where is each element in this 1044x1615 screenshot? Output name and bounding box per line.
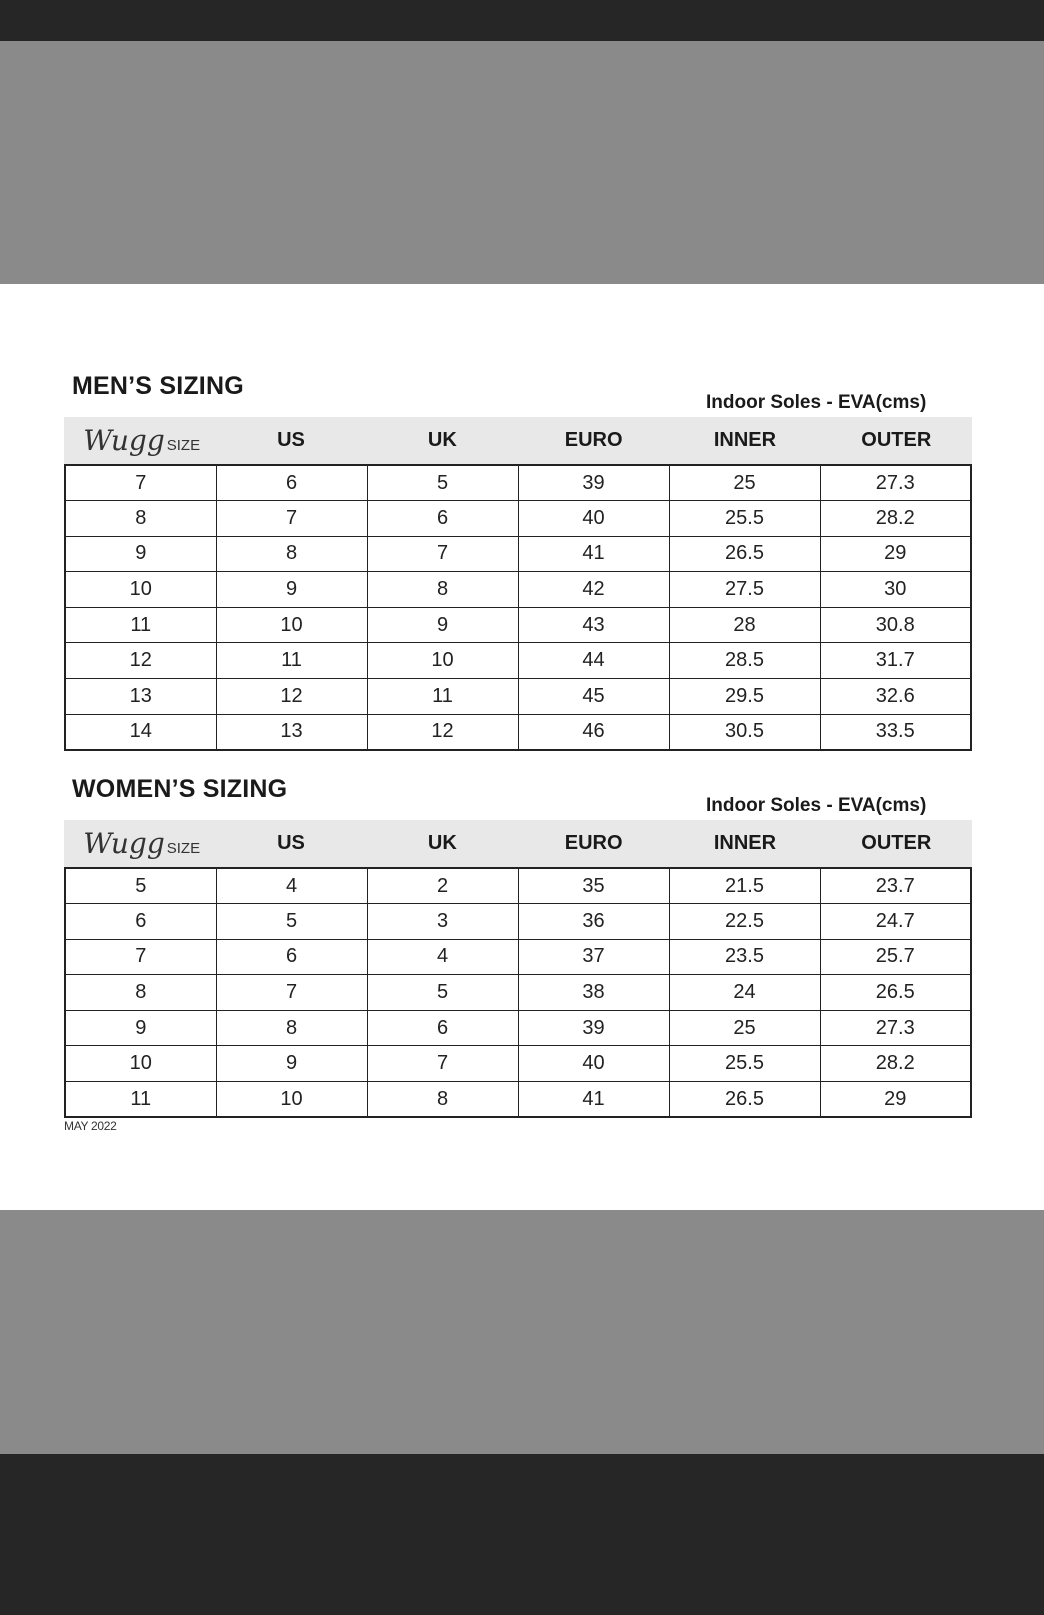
top-frame-bar bbox=[0, 0, 1044, 41]
table-cell: 9 bbox=[216, 572, 367, 608]
table-cell: 22.5 bbox=[669, 904, 820, 940]
table-cell: 35 bbox=[518, 868, 669, 904]
uk-column-header: UK bbox=[427, 429, 457, 451]
table-cell: 45 bbox=[518, 679, 669, 715]
table-cell: 23.5 bbox=[669, 939, 820, 975]
table-row bbox=[65, 501, 971, 537]
table-cell: 26.5 bbox=[669, 1082, 820, 1118]
table-cell: 30.5 bbox=[669, 714, 820, 750]
table-cell: 30 bbox=[820, 572, 971, 608]
table-cell: 25.5 bbox=[669, 501, 820, 537]
table-cell: 44 bbox=[518, 643, 669, 679]
table-cell: 7 bbox=[65, 465, 216, 501]
table-cell: 10 bbox=[65, 1046, 216, 1082]
table-cell: 28.2 bbox=[820, 1046, 971, 1082]
womens-size-table bbox=[64, 867, 972, 1118]
table-cell: 43 bbox=[518, 607, 669, 643]
table-cell: 39 bbox=[518, 1010, 669, 1046]
table-cell: 25.7 bbox=[820, 939, 971, 975]
table-cell: 40 bbox=[518, 501, 669, 537]
table-cell: 7 bbox=[367, 536, 518, 572]
us-column-header: US bbox=[277, 832, 305, 854]
table-row bbox=[65, 607, 971, 643]
table-cell: 11 bbox=[65, 607, 216, 643]
table-cell: 6 bbox=[367, 1010, 518, 1046]
inner-column-header: INNER bbox=[713, 429, 777, 451]
table-cell: 8 bbox=[216, 1010, 367, 1046]
chart-date-footnote: MAY 2022 bbox=[64, 1119, 117, 1133]
womens-header-row bbox=[64, 820, 972, 867]
inner-column-header: INNER bbox=[713, 832, 777, 854]
size-label: SIZE bbox=[166, 840, 201, 857]
mens-size-table bbox=[64, 464, 972, 751]
table-cell: 2 bbox=[367, 868, 518, 904]
table-cell: 29 bbox=[820, 536, 971, 572]
table-row bbox=[65, 1082, 971, 1118]
table-cell: 21.5 bbox=[669, 868, 820, 904]
table-cell: 8 bbox=[65, 501, 216, 537]
top-gray-band bbox=[0, 41, 1044, 284]
euro-column-header: EURO bbox=[564, 832, 623, 854]
table-cell: 37 bbox=[518, 939, 669, 975]
table-cell: 7 bbox=[367, 1046, 518, 1082]
table-cell: 10 bbox=[367, 643, 518, 679]
table-cell: 12 bbox=[367, 714, 518, 750]
table-cell: 8 bbox=[65, 975, 216, 1011]
table-row bbox=[65, 643, 971, 679]
table-cell: 23.7 bbox=[820, 868, 971, 904]
outer-column-header: OUTER bbox=[861, 429, 932, 451]
table-cell: 6 bbox=[216, 465, 367, 501]
table-cell: 8 bbox=[367, 1082, 518, 1118]
table-cell: 10 bbox=[216, 607, 367, 643]
table-row bbox=[65, 679, 971, 715]
table-cell: 28.5 bbox=[669, 643, 820, 679]
table-cell: 29.5 bbox=[669, 679, 820, 715]
wugg-logo: Wugg bbox=[83, 424, 165, 457]
table-cell: 41 bbox=[518, 536, 669, 572]
table-row bbox=[65, 868, 971, 904]
table-cell: 31.7 bbox=[820, 643, 971, 679]
table-row bbox=[65, 465, 971, 501]
table-row bbox=[65, 714, 971, 750]
table-cell: 9 bbox=[367, 607, 518, 643]
table-cell: 7 bbox=[216, 975, 367, 1011]
table-cell: 12 bbox=[65, 643, 216, 679]
table-cell: 14 bbox=[65, 714, 216, 750]
table-cell: 27.3 bbox=[820, 465, 971, 501]
table-cell: 7 bbox=[65, 939, 216, 975]
table-cell: 33.5 bbox=[820, 714, 971, 750]
table-cell: 27.5 bbox=[669, 572, 820, 608]
mens-section-title: MEN’S SIZING bbox=[72, 372, 244, 400]
table-cell: 4 bbox=[216, 868, 367, 904]
table-row bbox=[65, 975, 971, 1011]
table-cell: 25 bbox=[669, 465, 820, 501]
table-cell: 46 bbox=[518, 714, 669, 750]
table-cell: 5 bbox=[367, 465, 518, 501]
table-cell: 13 bbox=[65, 679, 216, 715]
table-cell: 12 bbox=[216, 679, 367, 715]
table-cell: 41 bbox=[518, 1082, 669, 1118]
table-cell: 4 bbox=[367, 939, 518, 975]
table-cell: 8 bbox=[367, 572, 518, 608]
outer-column-header: OUTER bbox=[861, 832, 932, 854]
uk-column-header: UK bbox=[427, 832, 457, 854]
womens-section-title: WOMEN’S SIZING bbox=[72, 775, 288, 803]
table-cell: 7 bbox=[216, 501, 367, 537]
table-cell: 27.3 bbox=[820, 1010, 971, 1046]
table-row bbox=[65, 939, 971, 975]
table-cell: 6 bbox=[65, 904, 216, 940]
table-cell: 24 bbox=[669, 975, 820, 1011]
table-cell: 9 bbox=[216, 1046, 367, 1082]
table-cell: 28 bbox=[669, 607, 820, 643]
table-cell: 8 bbox=[216, 536, 367, 572]
table-row bbox=[65, 572, 971, 608]
bottom-frame-bar bbox=[0, 1454, 1044, 1615]
table-cell: 11 bbox=[216, 643, 367, 679]
table-cell: 38 bbox=[518, 975, 669, 1011]
size-label: SIZE bbox=[166, 437, 201, 454]
table-row bbox=[65, 536, 971, 572]
womens-indoor-soles-label: Indoor Soles - EVA(cms) bbox=[706, 795, 927, 816]
table-cell: 10 bbox=[216, 1082, 367, 1118]
table-cell: 39 bbox=[518, 465, 669, 501]
table-cell: 11 bbox=[65, 1082, 216, 1118]
bottom-gray-band bbox=[0, 1210, 1044, 1454]
mens-indoor-soles-label: Indoor Soles - EVA(cms) bbox=[706, 392, 927, 413]
table-cell: 25 bbox=[669, 1010, 820, 1046]
table-cell: 25.5 bbox=[669, 1046, 820, 1082]
table-cell: 42 bbox=[518, 572, 669, 608]
table-row bbox=[65, 1046, 971, 1082]
table-cell: 30.8 bbox=[820, 607, 971, 643]
mens-header-row bbox=[64, 417, 972, 464]
table-cell: 5 bbox=[367, 975, 518, 1011]
table-cell: 5 bbox=[216, 904, 367, 940]
us-column-header: US bbox=[277, 429, 305, 451]
table-cell: 24.7 bbox=[820, 904, 971, 940]
table-cell: 6 bbox=[216, 939, 367, 975]
wugg-size-header bbox=[64, 424, 215, 457]
table-cell: 29 bbox=[820, 1082, 971, 1118]
euro-column-header: EURO bbox=[564, 429, 623, 451]
wugg-logo: Wugg bbox=[83, 827, 165, 860]
table-cell: 40 bbox=[518, 1046, 669, 1082]
table-cell: 32.6 bbox=[820, 679, 971, 715]
table-cell: 5 bbox=[65, 868, 216, 904]
table-row bbox=[65, 904, 971, 940]
table-cell: 9 bbox=[65, 536, 216, 572]
table-row bbox=[65, 1010, 971, 1046]
table-cell: 26.5 bbox=[669, 536, 820, 572]
table-cell: 13 bbox=[216, 714, 367, 750]
table-cell: 36 bbox=[518, 904, 669, 940]
table-cell: 6 bbox=[367, 501, 518, 537]
table-cell: 10 bbox=[65, 572, 216, 608]
wugg-size-header bbox=[64, 827, 215, 860]
table-cell: 11 bbox=[367, 679, 518, 715]
table-cell: 26.5 bbox=[820, 975, 971, 1011]
table-cell: 3 bbox=[367, 904, 518, 940]
table-cell: 28.2 bbox=[820, 501, 971, 537]
table-cell: 9 bbox=[65, 1010, 216, 1046]
